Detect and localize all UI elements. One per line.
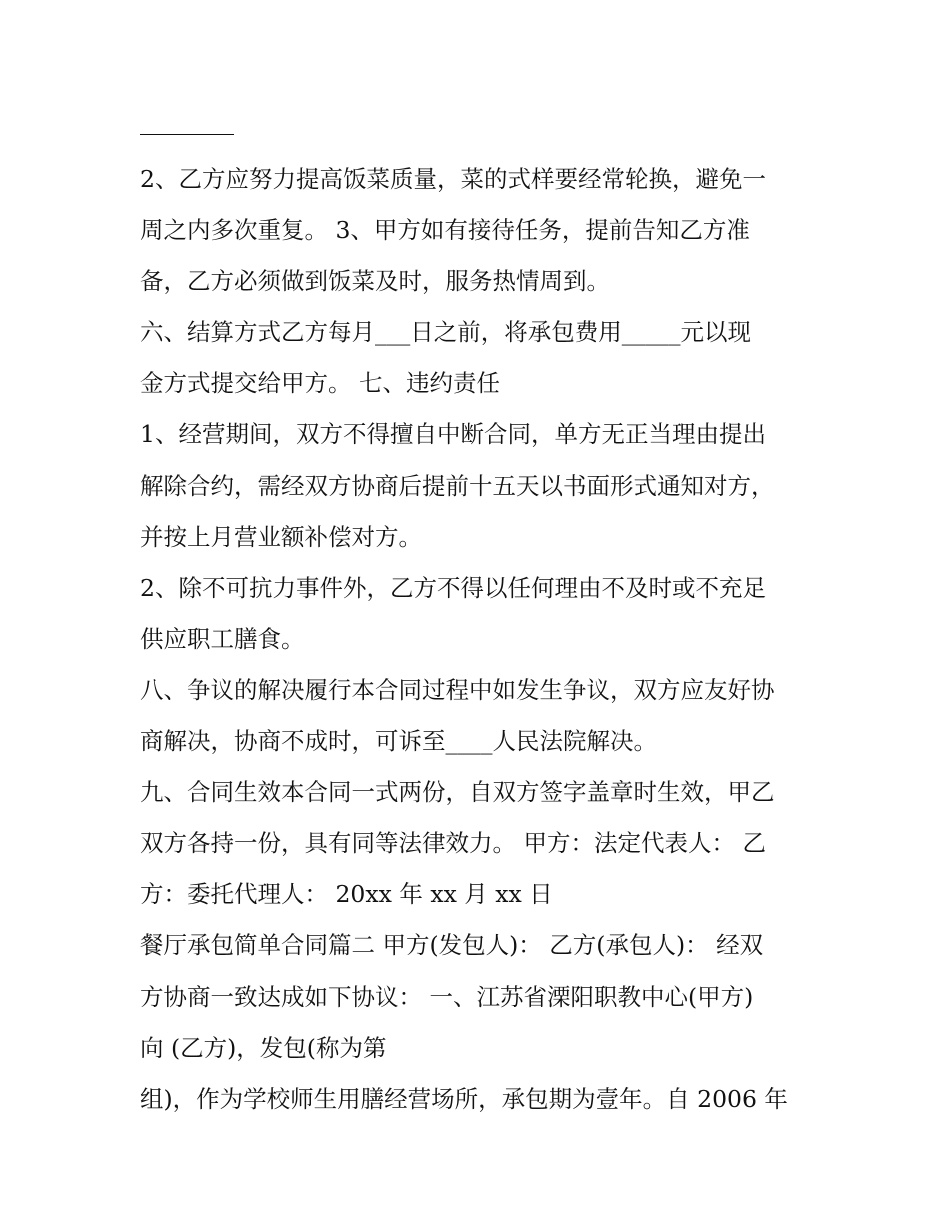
text-line: 周之内多次重复。 3、甲方如有接待任务，提前告知乙方准 — [140, 216, 750, 245]
text-line: 组)，作为学校师生用膳经营场所，承包期为壹年。自 2006 年 — [140, 1084, 788, 1113]
text-line: 六、结算方式乙方每月___日之前，将承包费用_____元以现 — [140, 318, 751, 347]
text-line: 金方式提交给甲方。 七、违约责任 — [140, 369, 500, 398]
text-line: 2、乙方应努力提高饭菜质量，菜的式样要经常轮换，避免一 — [140, 165, 766, 193]
text-line: 2、除不可抗力事件外，乙方不得以任何理由不及时或不充足 — [140, 573, 766, 602]
document-body — [140, 154, 830, 1125]
text-line: 方协商一致达成如下协议： 一、江苏省溧阳职教中心(甲方) — [140, 982, 754, 1011]
top-blank-underline — [140, 134, 234, 135]
text-line: 向 (乙方)，发包(称为第 — [140, 1033, 387, 1062]
text-line: 方：委托代理人： 20xx 年 xx 月 xx 日 — [140, 880, 553, 909]
text-line: 九、合同生效本合同一式两份，自双方签字盖章时生效，甲乙 — [140, 778, 775, 807]
text-line: 餐厅承包简单合同篇二 甲方(发包人)： 乙方(承包人)： 经双 — [140, 931, 764, 960]
text-line: 八、争议的解决履行本合同过程中如发生争议，双方应友好协 — [140, 675, 775, 704]
text-line: 供应职工膳食。 — [140, 624, 305, 653]
text-line: 1、经营期间，双方不得擅自中断合同，单方无正当理由提出 — [140, 420, 766, 449]
text-line: 商解决，协商不成时，可诉至____人民法院解决。 — [140, 727, 657, 756]
text-line: 解除合约，需经双方协商后提前十五天以书面形式通知对方， — [140, 471, 775, 500]
text-line: 备，乙方必须做到饭菜及时，服务热情周到。 — [140, 267, 610, 296]
text-line: 双方各持一份，具有同等法律效力。 甲方：法定代表人： 乙 — [140, 829, 766, 858]
text-line: 并按上月营业额补偿对方。 — [140, 522, 422, 551]
